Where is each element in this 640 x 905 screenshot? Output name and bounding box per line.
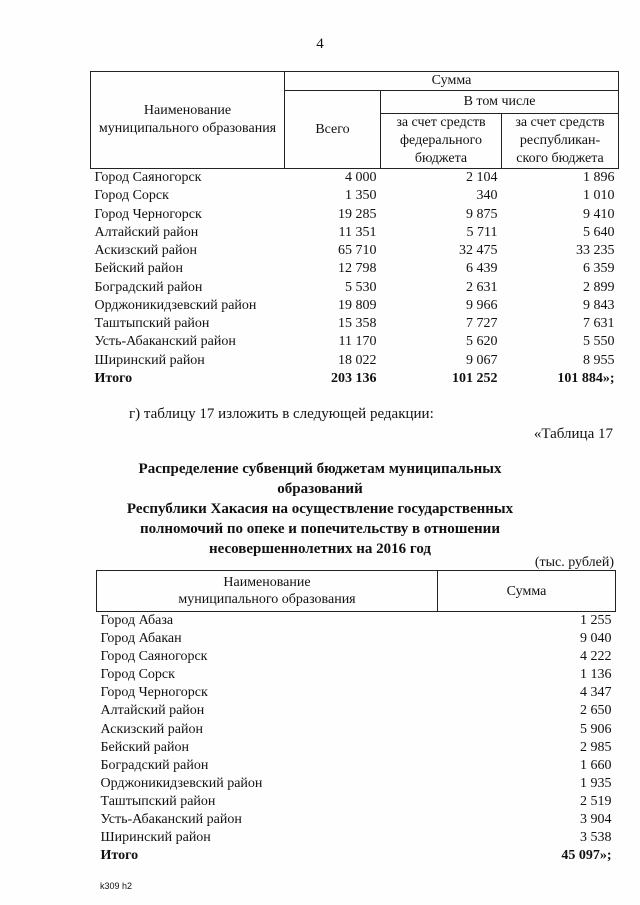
table-row [97,630,616,648]
header-federal: за счет средств федерального бюджета [381,114,502,169]
cell-republic: 8 955 [583,352,615,368]
cell-name: Аскизский район [100,721,203,737]
cell-republic: 33 235 [576,243,615,258]
subsidy-table-2 [96,570,616,865]
header-total: Всего [285,91,381,169]
cell-federal: 2 631 [466,279,498,295]
cell-total: 5 530 [345,279,377,295]
cell-sum: 3 904 [580,812,612,828]
cell-federal: 32 475 [459,243,498,258]
cell-sum: 4 222 [580,649,612,665]
cell-republic: 9 410 [583,206,615,222]
cell-republic: 6 359 [583,261,615,277]
header-republic: за счет средств республикан-ского бюджета [502,114,619,169]
cell-sum: 1 136 [580,667,612,683]
table-row [97,757,616,775]
table-row [91,169,619,188]
cell-total: 19 285 [338,206,377,222]
header-municipality [97,571,438,612]
table-row [97,829,616,847]
table-row [97,666,616,684]
table-row [91,260,619,278]
header-line: Наименование [223,575,311,590]
cell-total: 18 022 [338,352,377,368]
table-row [97,702,616,720]
heading-line: полномочий по опеке и попечительству в отношении [140,521,500,537]
amendment-instruction: г) таблицу 17 изложить в следующей редакции: [129,406,434,422]
cell-name: Бейский район [100,739,189,755]
cell-name: Таштыпский район [94,316,210,331]
cell-federal: 5 711 [466,224,498,240]
cell-name: Город Абакан [100,631,182,647]
cell-name: Боградский район [94,279,203,295]
cell-name: Усть-Абаканский район [100,812,242,828]
cell-name: Ширинский район [100,830,211,846]
cell-sum: 1 660 [580,757,612,773]
cell-sum: 3 538 [580,830,612,846]
cell-federal: 101 252 [452,370,498,386]
cell-federal: 6 439 [466,261,498,277]
cell-sum: 5 906 [580,721,612,737]
cell-federal: 5 620 [466,334,498,350]
table-row [97,648,616,666]
cell-name: Таштыпский район [100,793,216,809]
cell-republic: 5 550 [583,334,615,350]
cell-republic: 2 899 [583,279,615,295]
heading-line: несовершеннолетних на 2016 год [209,541,431,557]
cell-total: 65 710 [338,243,377,258]
cell-name: Усть-Абаканский район [94,334,236,350]
cell-name: Итого [94,370,133,386]
cell-sum: 9 040 [580,631,612,647]
cell-name: Город Абаза [100,613,174,628]
table-row [91,352,619,370]
table-row [91,187,619,205]
cell-total: 4 000 [345,170,377,185]
cell-federal: 9 067 [466,352,498,368]
cell-federal: 2 104 [466,170,498,185]
cell-republic: 1 896 [583,170,615,185]
cell-name: Орджоникидзевский район [100,775,263,791]
table-reference: «Таблица 17 [533,426,613,442]
table2-heading [100,459,540,559]
cell-federal: 9 966 [466,297,498,313]
table-row [91,333,619,351]
table-row [91,279,619,297]
footer-code: k309 h2 [100,881,133,891]
cell-republic: 5 640 [583,224,615,240]
table-row [97,684,616,702]
cell-total: 11 351 [338,224,377,240]
cell-sum: 2 985 [580,739,612,755]
table-row [97,612,616,631]
table-row [91,206,619,224]
cell-republic: 7 631 [583,316,615,331]
cell-total: 11 170 [338,334,377,350]
total-row [97,847,616,865]
table-row [97,793,616,811]
table-row [97,811,616,829]
cell-name: Орджоникидзевский район [94,297,257,313]
table-row [91,315,619,333]
cell-name: Бейский район [94,261,183,277]
heading-line: Распределение субвенций бюджетам муниципальных образований [138,461,502,497]
cell-name: Город Саяногорск [100,649,208,665]
cell-name: Алтайский район [94,224,199,240]
table2-body [97,612,616,866]
cell-name: Город Черногорск [94,206,202,222]
cell-sum: 4 347 [580,685,612,701]
cell-name: Город Сорск [100,667,175,683]
cell-sum: 2 519 [580,793,612,809]
cell-republic: 9 843 [583,297,615,313]
cell-name: Боградский район [100,757,209,773]
total-row [91,370,619,388]
cell-federal: 340 [476,188,498,204]
table-row [97,739,616,757]
cell-republic: 101 884»; [557,370,615,386]
page-number: 4 [316,36,324,52]
table-row [91,224,619,242]
heading-line: Республики Хакасия на осуществление государственных [126,501,514,517]
cell-sum: 1 255 [580,613,612,628]
cell-total: 12 798 [338,261,377,277]
table-row [91,297,619,315]
table-row [97,775,616,793]
header-including: В том числе [381,91,619,114]
header-line: муниципального образования [178,592,356,607]
table1-body [91,169,619,389]
header-sum: Сумма [285,72,619,91]
header-sum: Сумма [438,571,616,612]
cell-total: 203 136 [331,370,377,386]
cell-name: Ширинский район [94,352,205,368]
cell-sum: 45 097»; [561,848,612,864]
cell-name: Аскизский район [94,243,197,258]
cell-name: Город Черногорск [100,685,208,701]
table-row [97,721,616,739]
cell-federal: 9 875 [466,206,498,222]
header-municipality: Наименование муниципального образования [91,72,285,169]
cell-sum: 1 935 [580,775,612,791]
cell-sum: 2 650 [580,703,612,719]
cell-total: 15 358 [338,316,377,331]
cell-name: Город Сорск [94,188,169,204]
cell-name: Город Саяногорск [94,170,202,185]
cell-total: 1 350 [345,188,377,204]
cell-federal: 7 727 [466,316,498,331]
unit-label: (тыс. рублей) [534,555,614,570]
cell-name: Итого [100,848,139,864]
cell-total: 19 809 [338,297,377,313]
cell-republic: 1 010 [583,188,615,204]
cell-name: Алтайский район [100,703,205,719]
subsidy-table-1 [90,71,619,388]
table-row [91,242,619,260]
